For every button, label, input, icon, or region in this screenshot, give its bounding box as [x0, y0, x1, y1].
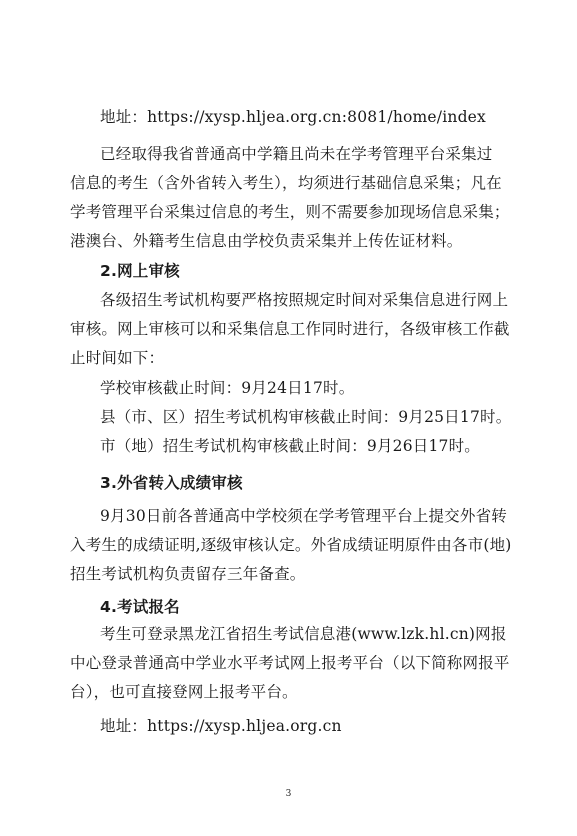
paragraph-line: 台），也可直接登网上报考平台。 — [70, 683, 298, 701]
paragraph-line: 入考生的成绩证明,逐级审核认定。外省成绩证明原件由各市(地) — [70, 536, 512, 554]
paragraph-line: 止时间如下： — [70, 349, 165, 367]
paragraph-line: 审核。网上审核可以和采集信息工作同时进行，各级审核工作截 — [70, 320, 510, 338]
section-heading: 2.网上审核 — [100, 262, 180, 280]
deadline-line: 市（地）招生考试机构审核截止时间：9月26日17时。 — [100, 437, 481, 455]
page-number: 3 — [285, 789, 292, 799]
address-line: 地址：https://xysp.hljea.org.cn — [100, 717, 342, 735]
paragraph-line: 各级招生考试机构要严格按照规定时间对采集信息进行网上 — [100, 291, 509, 309]
paragraph-line: 港澳台、外籍考生信息由学校负责采集并上传佐证材料。 — [70, 232, 463, 250]
paragraph-line: 招生考试机构负责留存三年备查。 — [70, 565, 306, 583]
address-line: 地址：https://xysp.hljea.org.cn:8081/home/index — [100, 108, 486, 126]
section-heading: 3.外省转入成绩审核 — [100, 474, 243, 492]
deadline-line: 学校审核截止时间：9月24日17时。 — [100, 379, 355, 397]
paragraph-line: 已经取得我省普通高中学籍且尚未在学考管理平台采集过 — [100, 145, 493, 163]
paragraph-line: 9月30日前各普通高中学校须在学考管理平台上提交外省转 — [100, 507, 507, 525]
section-heading: 4.考试报名 — [100, 598, 180, 616]
paragraph-line: 中心登录普通高中学业水平考试网上报考平台（以下简称网报平 — [70, 654, 510, 672]
paragraph-line: 信息的考生（含外省转入考生），均须进行基础信息采集；凡在 — [70, 174, 502, 192]
paragraph-line: 学考管理平台采集过信息的考生，则不需要参加现场信息采集； — [70, 203, 510, 221]
deadline-line: 县（市、区）招生考试机构审核截止时间：9月25日17时。 — [100, 408, 512, 426]
paragraph-line: 考生可登录黑龙江省招生考试信息港(www.lzk.hl.cn)网报 — [100, 625, 507, 643]
